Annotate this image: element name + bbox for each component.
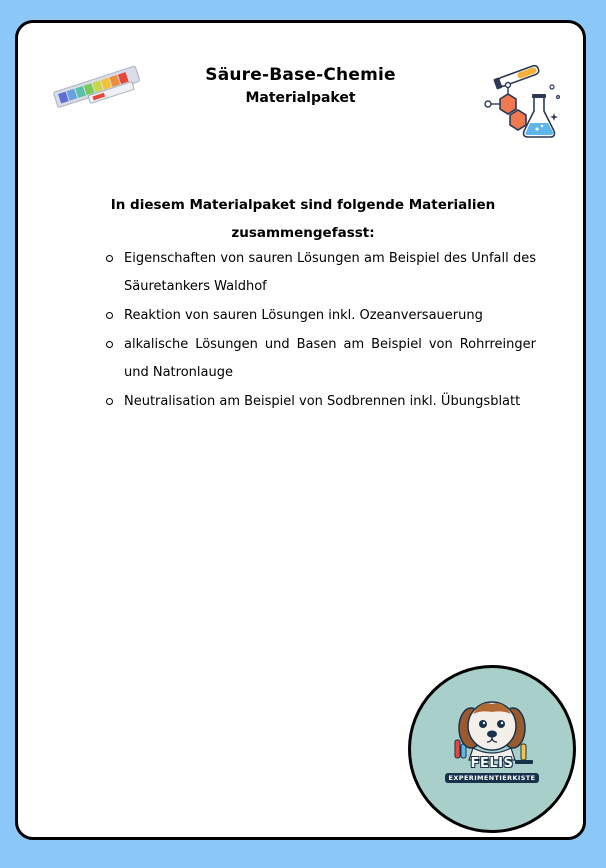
page-title: Säure-Base-Chemie (205, 65, 396, 85)
felis-logo-badge (408, 665, 576, 833)
list-item: Reaktion von sauren Lösungen inkl. Ozeanversauerung (104, 302, 536, 330)
logo-name: FELIS (470, 756, 514, 771)
document-page (15, 20, 586, 840)
materials-list (104, 245, 536, 417)
chemistry-flask-icon (480, 63, 562, 145)
list-item: Neutralisation am Beispiel von Sodbrennen inkl. Übungsblatt (104, 388, 536, 416)
logo-tagline: EXPERIMENTIERKISTE (411, 774, 573, 782)
dog-mascot-icon (411, 668, 573, 830)
page-subtitle: Materialpaket (245, 90, 356, 106)
intro-text: In diesem Materialpaket sind folgende Materialien zusammengefasst: (110, 197, 496, 241)
list-item: Eigenschaften von sauren Lösungen am Beispiel des Unfall des Säuretankers Waldhof (104, 245, 536, 301)
list-item: alkalische Lösungen und Basen am Beispiel von Rohrreinger und Natronlauge (104, 331, 536, 387)
